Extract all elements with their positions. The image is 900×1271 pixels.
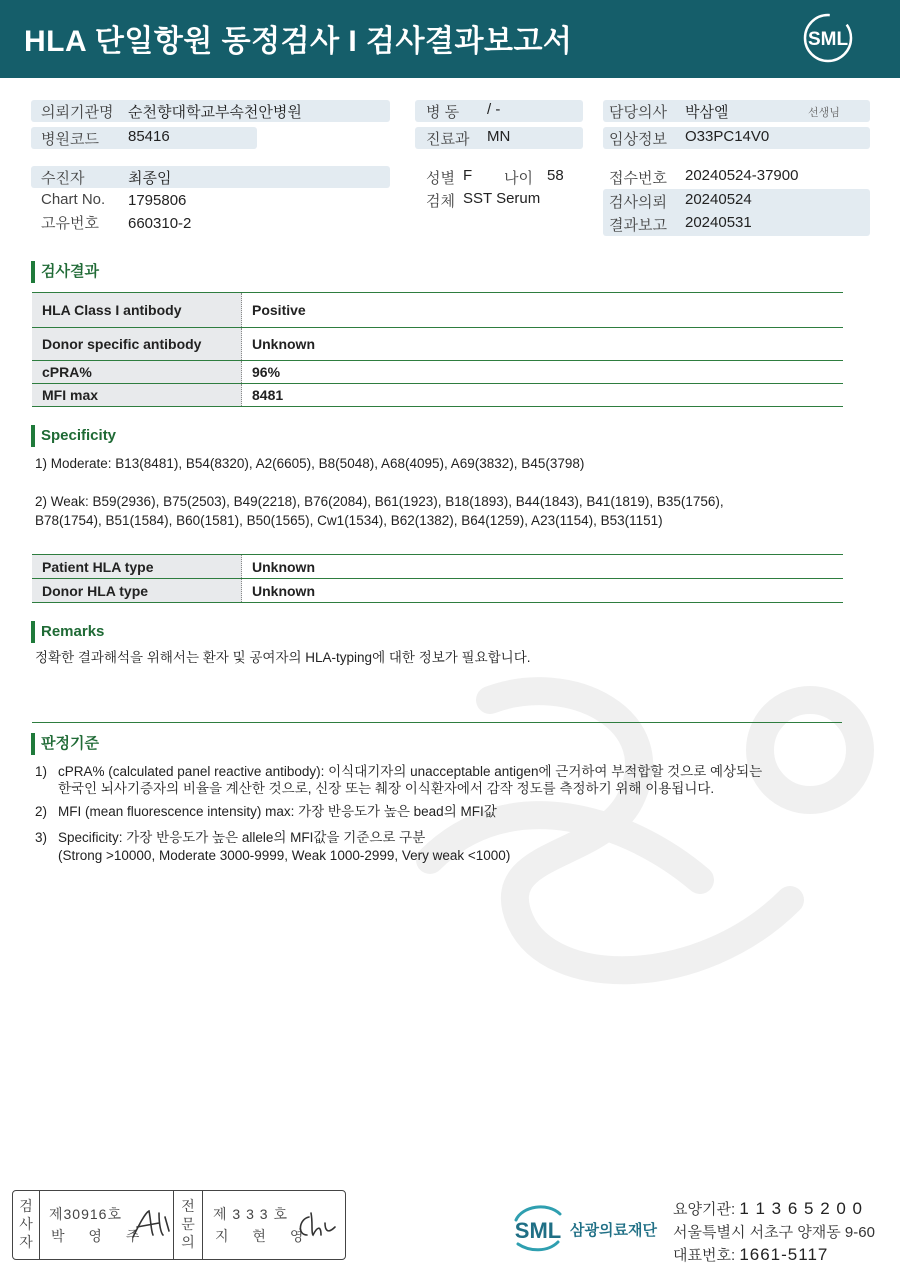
table-row: [32, 361, 843, 384]
results-section-title: 검사결과: [31, 261, 99, 283]
clinical-label: 임상정보: [609, 131, 667, 148]
examiner-label-cell: [13, 1191, 40, 1259]
footer-address: 서울특별시 서초구 양재동 9-60: [673, 1224, 875, 1241]
specialist-label-char: 문: [181, 1216, 195, 1232]
result-value: 8481: [242, 384, 844, 407]
report-date-value: 20240531: [685, 214, 752, 231]
hla-value: Unknown: [242, 579, 844, 603]
logo-text: SML: [807, 29, 849, 50]
report-date-label: 결과보고: [609, 217, 667, 234]
specialist-signature-icon: [295, 1209, 339, 1243]
specialist-license-no: 제 3 3 3 호: [213, 1206, 288, 1222]
criteria-line: 한국인 뇌사기증자의 비율을 계산한 것으로, 신장 또는 췌장 이식환자에서 감작 정도를 측정하기 위해 이용됩니다.: [58, 781, 715, 796]
age-value: 58: [547, 167, 564, 184]
criteria-section-title: 판정기준: [31, 733, 99, 755]
table-row: [32, 384, 843, 407]
results-table: [32, 292, 843, 407]
hla-key: Patient HLA type: [32, 555, 242, 579]
footer-sml-logo-icon: [508, 1200, 568, 1254]
clinical-value: O33PC14V0: [685, 128, 770, 145]
specimen-value: SST Serum: [463, 190, 541, 207]
specialist-name: 지 현 영: [215, 1228, 314, 1244]
table-row: [32, 328, 843, 361]
specialist-label-char: 전: [181, 1198, 195, 1214]
examiner-label-char: 자: [19, 1234, 33, 1250]
divider: [32, 722, 842, 723]
footer-phone-label: 대표번호:: [673, 1247, 736, 1264]
sml-logo-icon: [802, 12, 854, 64]
chart-label: Chart No.: [41, 191, 106, 208]
footer-logo-text: SML: [514, 1218, 562, 1243]
doctor-suffix: 선생님: [808, 107, 840, 119]
request-value: 20240524: [685, 191, 752, 208]
criteria-num: 1): [35, 764, 48, 779]
hla-type-table: [32, 554, 843, 603]
patient-label: 수진자: [41, 170, 85, 187]
result-key: HLA Class I antibody: [32, 293, 242, 328]
doctor-value: 박삼엘: [685, 104, 729, 121]
hospital-code-label: 병원코드: [41, 131, 99, 148]
report-title: HLA 단일항원 동정검사 I 검사결과보고서: [24, 25, 573, 58]
patient-row: [31, 166, 390, 188]
signature-box: [12, 1190, 346, 1260]
criteria-line: MFI (mean fluorescence intensity) max: 가장 반응도가 높은 bead의 MFI값: [58, 804, 497, 819]
dept-value: MN: [487, 128, 511, 145]
dept-label: 진료과: [426, 131, 470, 148]
result-value: Positive: [242, 293, 844, 328]
table-row: [32, 555, 843, 579]
specificity-section-title: Specificity: [31, 425, 116, 447]
criteria-line: (Strong >10000, Moderate 3000-9999, Weak 1000-2999, Very weak <1000): [58, 848, 511, 863]
examiner-license-no: 제30916호: [49, 1206, 122, 1222]
specificity-weak-line1: 2) Weak: B59(2936), B75(2503), B49(2218), B76(2084), B61(1923), B18(1893), B44(1843), B41(1819), B35(1756),: [35, 494, 724, 509]
specificity-moderate: 1) Moderate: B13(8481), B54(8320), A2(6605), B8(5048), A68(4095), A69(3832), B45(3798): [35, 456, 585, 471]
criteria-line: Specificity: 가장 반응도가 높은 allele의 MFI값을 기준으로 구분: [58, 830, 426, 845]
unique-label: 고유번호: [41, 215, 99, 232]
chart-value: 1795806: [128, 192, 187, 209]
footer-code-label: 요양기관:: [673, 1201, 736, 1218]
footer-phone: 1661-5117: [739, 1245, 829, 1264]
request-label: 검사의뢰: [609, 194, 667, 211]
unique-value: 660310-2: [128, 215, 192, 232]
receipt-value: 20240524-37900: [685, 167, 799, 184]
report-header: [0, 0, 900, 78]
specimen-label: 검체: [426, 193, 455, 210]
examiner-label-char: 검: [19, 1198, 33, 1214]
footer-phone-line: [673, 1244, 828, 1265]
result-key: Donor specific antibody: [32, 328, 242, 361]
institution-value: 순천향대학교부속천안병원: [128, 104, 302, 121]
institution-label: 의뢰기관명: [41, 104, 114, 121]
ward-label: 병 동: [426, 104, 460, 121]
age-label: 나이: [504, 170, 533, 187]
result-value: 96%: [242, 361, 844, 384]
remarks-section-title: Remarks: [31, 621, 104, 643]
specificity-weak-line2: B78(1754), B51(1584), B60(1581), B50(1565), Cw1(1534), B62(1382), B64(1259), A23(1154), B53(1151): [35, 513, 663, 528]
receipt-label: 접수번호: [609, 170, 667, 187]
patient-value: 최종임: [128, 170, 172, 187]
specialist-label-cell: [173, 1191, 203, 1259]
footer-org-name: 삼광의료재단: [570, 1222, 657, 1239]
specialist-label-char: 의: [181, 1234, 195, 1250]
examiner-name: 박 영 주: [51, 1228, 150, 1244]
criteria-num: 3): [35, 830, 48, 845]
footer-code-line: [673, 1198, 863, 1219]
table-row: [32, 293, 843, 328]
examiner-label-char: 사: [19, 1216, 33, 1232]
result-value: Unknown: [242, 328, 844, 361]
sex-label: 성별: [426, 170, 455, 187]
doctor-label: 담당의사: [609, 104, 667, 121]
hla-key: Donor HLA type: [32, 579, 242, 603]
table-row: [32, 579, 843, 603]
sex-value: F: [463, 167, 473, 184]
examiner-signature-icon: [129, 1205, 175, 1243]
criteria-line: cPRA% (calculated panel reactive antibody): 이식대기자의 unacceptable antigen에 근거하여 부적합할 것으로 예상되는: [58, 764, 763, 779]
hla-value: Unknown: [242, 555, 844, 579]
criteria-num: 2): [35, 804, 48, 819]
result-key: MFI max: [32, 384, 242, 407]
footer-code: 1 1 3 6 5 2 0 0: [739, 1199, 864, 1218]
remarks-text: 정확한 결과해석을 위해서는 환자 및 공여자의 HLA-typing에 대한 정보가 필요합니다.: [35, 650, 531, 665]
hospital-code-value: 85416: [128, 128, 170, 145]
result-key: cPRA%: [32, 361, 242, 384]
ward-value: / -: [487, 101, 501, 118]
